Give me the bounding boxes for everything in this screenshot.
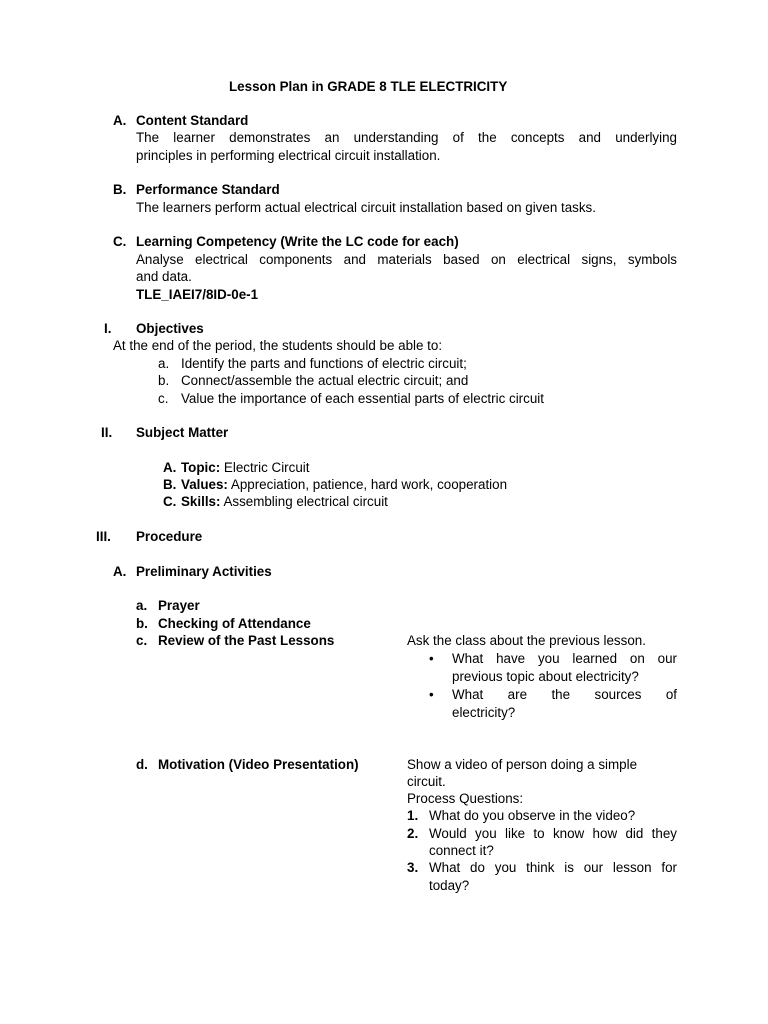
process-question-1-line-1: What do you observe in the video? <box>429 808 636 823</box>
objectives-marker: I. <box>104 321 112 336</box>
lc-code: TLE_IAEI7/8ID-0e-1 <box>136 287 259 302</box>
motivation-line-2: circuit. <box>407 774 446 789</box>
procedure-marker: III. <box>96 529 111 544</box>
subject-item-marker: A. <box>163 460 177 475</box>
review-question-1-line-2: previous topic about electricity? <box>452 669 639 684</box>
review-intro: Ask the class about the previous lesson. <box>407 633 646 648</box>
activity-label-review: Review of the Past Lessons <box>158 633 335 648</box>
activity-marker: d. <box>136 757 148 772</box>
subject-item-label: Topic: <box>181 460 221 475</box>
content-standard-heading: Content Standard <box>136 113 249 128</box>
subject-item <box>181 493 388 510</box>
activity-marker: b. <box>136 616 148 631</box>
process-question-marker: 1. <box>407 808 419 823</box>
activity-marker: a. <box>136 598 148 613</box>
learning-competency-heading: Learning Competency (Write the LC code for each) <box>136 234 459 249</box>
subject-item <box>181 476 507 493</box>
procedure-heading: Procedure <box>136 529 203 544</box>
activity-label-prayer: Prayer <box>158 598 200 613</box>
objective-marker: b. <box>158 373 170 388</box>
objective-text: Identify the parts and functions of electric circuit; <box>181 356 467 371</box>
subject-matter-heading: Subject Matter <box>136 425 229 440</box>
learning-competency-line-2: and data. <box>136 269 192 284</box>
subject-item-label: Values: <box>181 477 228 492</box>
process-question-marker: 3. <box>407 860 419 875</box>
process-question-marker: 2. <box>407 826 419 841</box>
process-question-3-line-2: today? <box>429 878 470 893</box>
objectives-intro: At the end of the period, the students should be able to: <box>113 338 443 353</box>
review-question-2-line-1: • What are the sources of <box>452 686 677 703</box>
preliminary-heading: Preliminary Activities <box>136 564 272 579</box>
content-standard-line-1: The learner demonstrates an understanding of the concepts and underlying <box>136 130 677 145</box>
learning-competency-marker: C. <box>113 234 127 249</box>
subject-matter-marker: II. <box>101 425 113 440</box>
document-title: Lesson Plan in GRADE 8 TLE ELECTRICITY <box>229 79 508 94</box>
review-question-1-line-1: • What have you learned on our <box>452 650 677 667</box>
objective-marker: a. <box>158 356 170 371</box>
learning-competency-line-1: Analyse electrical components and materials based on electrical signs, symbols <box>136 252 677 267</box>
subject-item-value: Electric Circuit <box>223 460 310 475</box>
content-standard-line-2: principles in performing electrical circuit installation. <box>136 148 441 163</box>
process-question-3-line-1: What do you think is our lesson for <box>429 860 677 875</box>
subject-item <box>181 459 309 476</box>
performance-standard-marker: B. <box>113 182 127 197</box>
subject-item-label: Skills: <box>181 494 221 509</box>
process-question-2-line-1: Would you like to know how did they <box>429 826 677 841</box>
activity-label-attendance: Checking of Attendance <box>158 616 311 631</box>
activity-marker: c. <box>136 633 148 648</box>
performance-standard-line-1: The learners perform actual electrical circuit installation based on given tasks. <box>136 200 596 215</box>
process-question-2-line-2: connect it? <box>429 843 494 858</box>
subject-item-marker: C. <box>163 494 177 509</box>
subject-item-value: Appreciation, patience, hard work, cooperation <box>230 477 508 492</box>
preliminary-marker: A. <box>113 564 127 579</box>
activity-label-motivation: Motivation (Video Presentation) <box>158 757 359 772</box>
objectives-heading: Objectives <box>136 321 204 336</box>
process-questions-label: Process Questions: <box>407 791 524 806</box>
subject-item-marker: B. <box>163 477 177 492</box>
performance-standard-heading: Performance Standard <box>136 182 280 197</box>
subject-item-value: Assembling electrical circuit <box>223 494 388 509</box>
motivation-line-1: Show a video of person doing a simple <box>407 757 638 772</box>
review-question-2-line-2: electricity? <box>452 705 516 720</box>
content-standard-marker: A. <box>113 113 127 128</box>
objective-marker: c. <box>158 391 169 406</box>
objective-text: Value the importance of each essential parts of electric circuit <box>181 391 544 406</box>
objective-text: Connect/assemble the actual electric circuit; and <box>181 373 469 388</box>
